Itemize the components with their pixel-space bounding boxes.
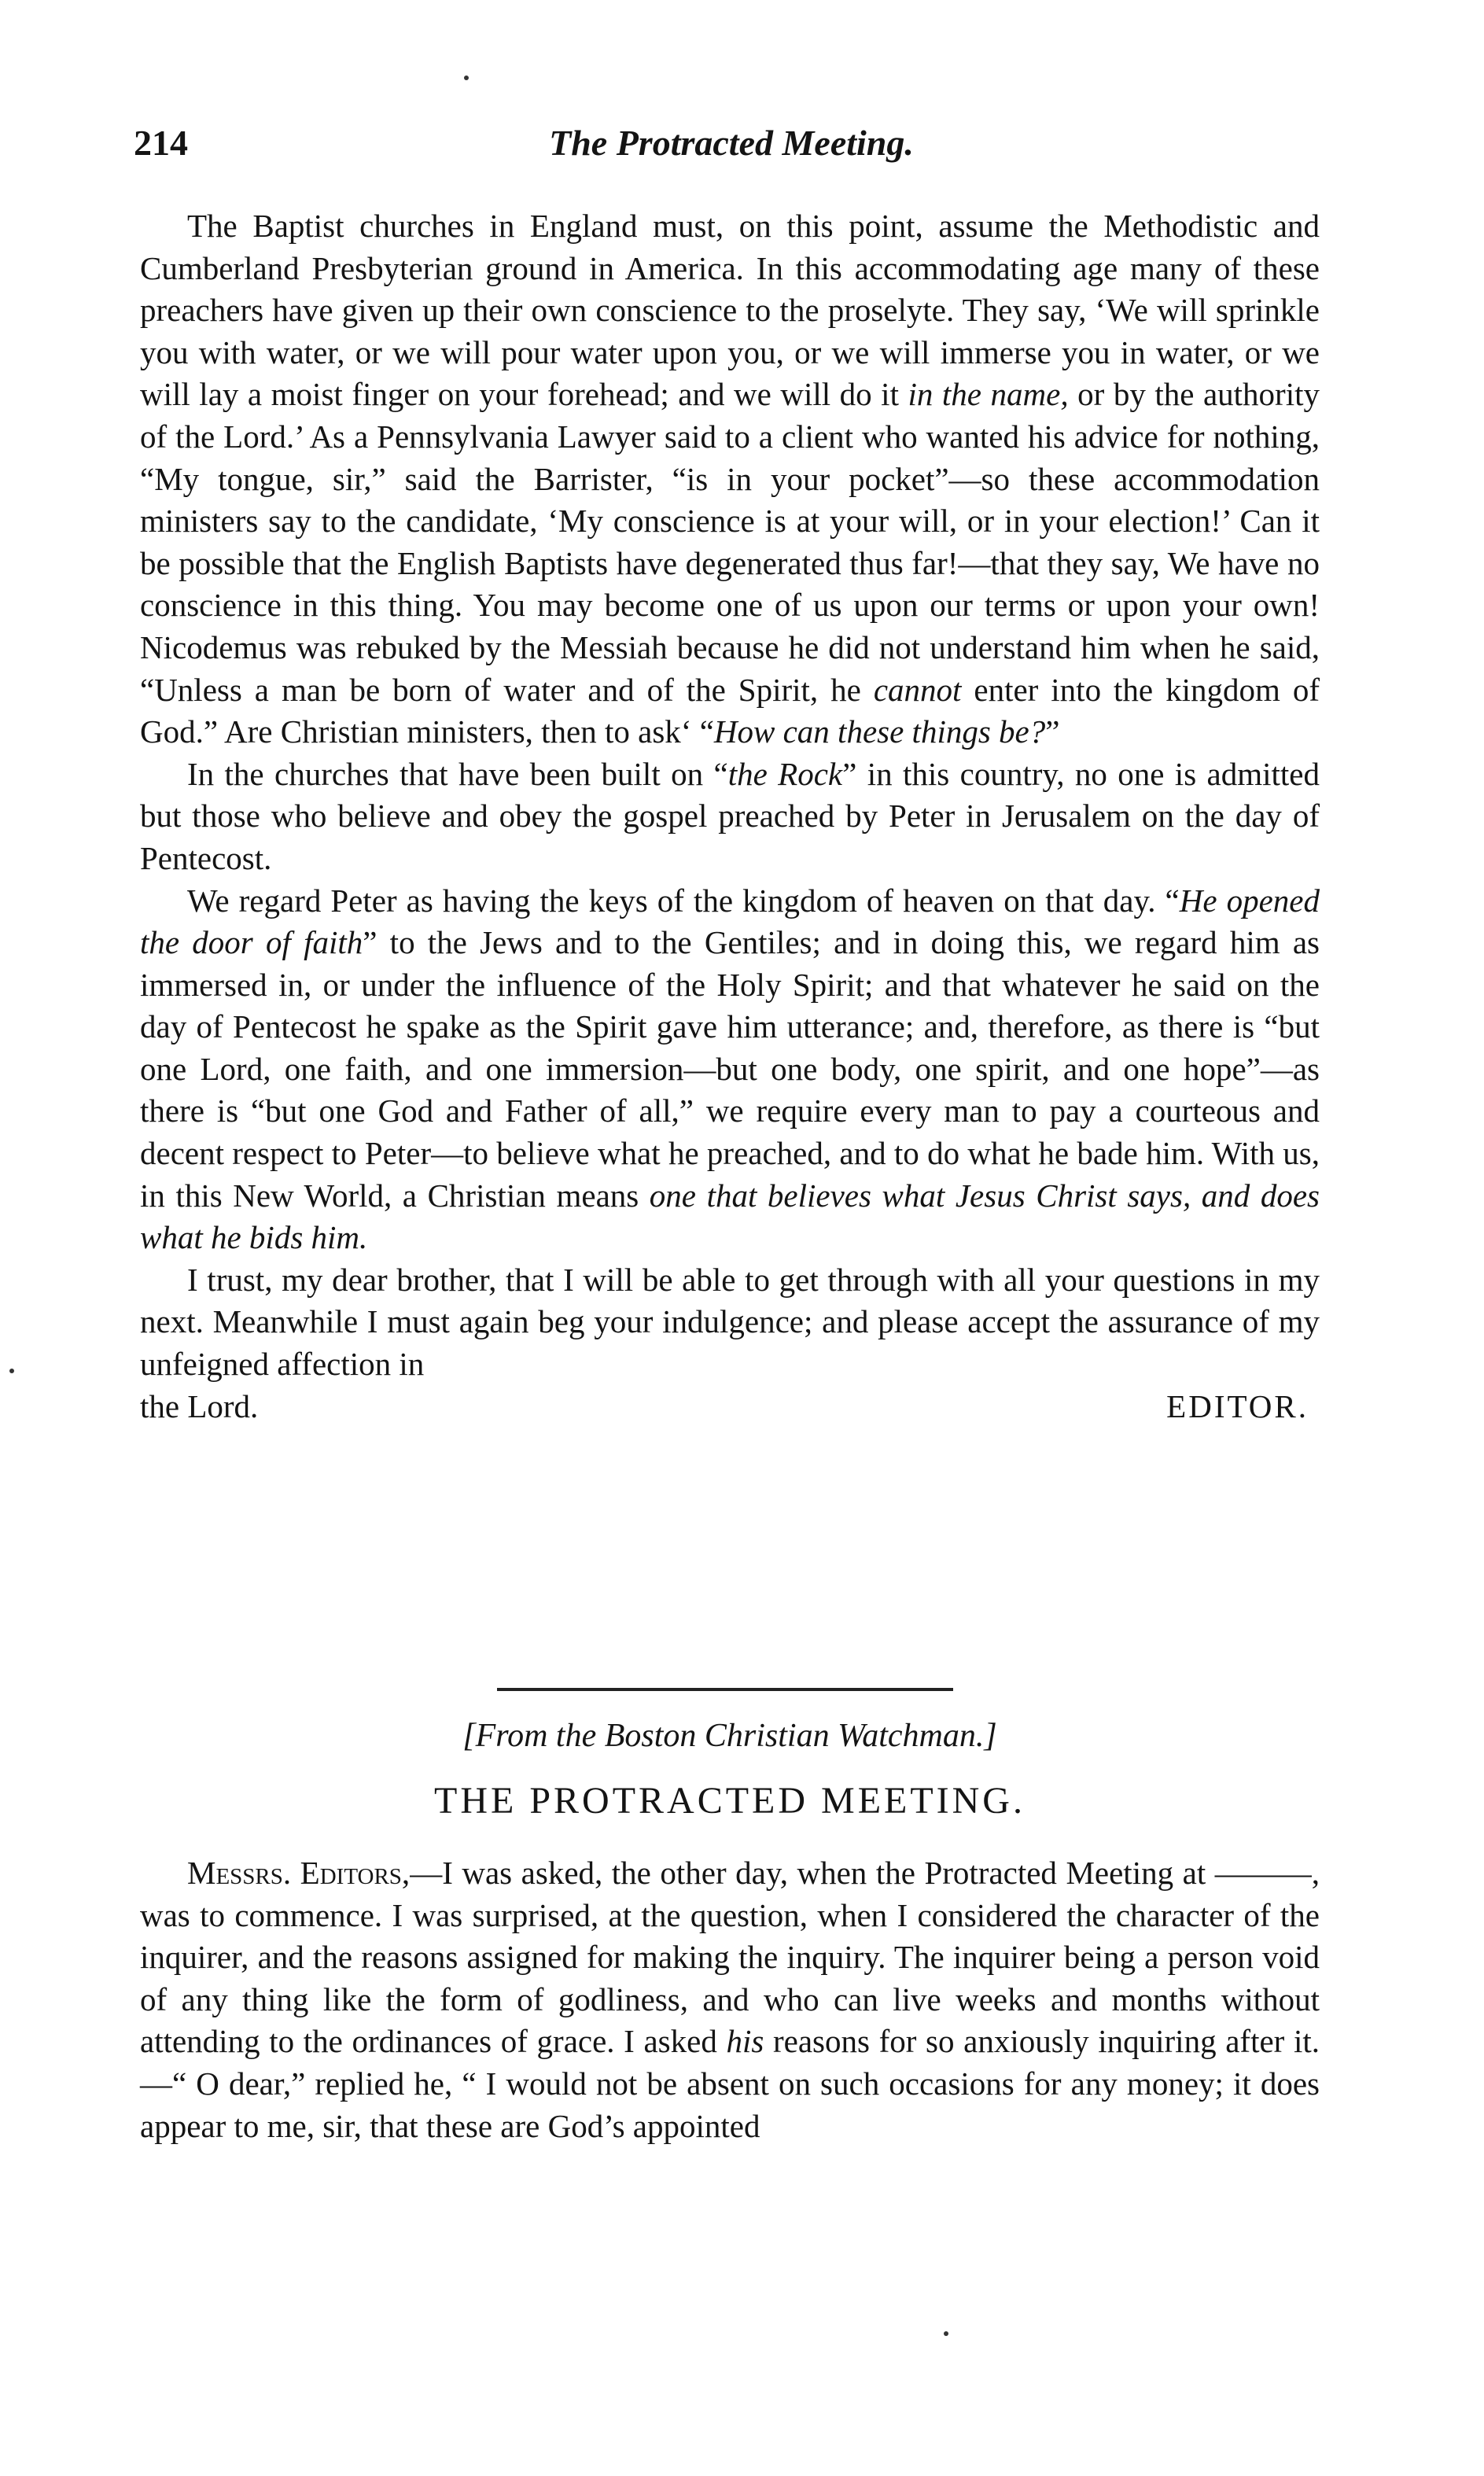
text-run: I trust, my dear brother, that I will be able to get through with all your questions in my next. Meanwhile I must again beg your indulgence; and please accept the assurance of my unfeigned affection in xyxy=(140,1261,1320,1383)
text-run: In the churches that have been built on “ xyxy=(187,755,728,792)
page-header xyxy=(134,122,1329,177)
running-title: The Protracted Meeting. xyxy=(549,123,914,163)
italic-text: one that believes what Jesus Christ says, and does what he bids him. xyxy=(140,1177,1320,1256)
paragraph xyxy=(140,880,1320,1259)
italic-text: the Rock xyxy=(727,755,843,792)
print-speck xyxy=(464,76,469,80)
paragraph xyxy=(140,753,1320,880)
letter-paragraphs xyxy=(140,205,1320,1386)
italic-text: How can these things be? xyxy=(713,713,1046,750)
article-paragraphs xyxy=(140,1852,1320,2147)
text-run: enter into the kingdom of God.” Are Christian ministers, then to ask‘ “ xyxy=(140,671,1320,750)
print-speck xyxy=(9,1369,14,1373)
letter-body xyxy=(140,205,1320,1430)
italic-text: cannot xyxy=(873,671,962,708)
italic-text: in the name, xyxy=(908,376,1069,413)
article-title: THE PROTRACTED MEETING. xyxy=(434,1780,1026,1822)
print-speck xyxy=(944,2331,948,2336)
text-run: reasons for so anxiously inquiring after it.—“ O dear,” replied he, “ I would not be absent on such occasions for any money; it does appear to me, sir, that these are God’s appointed xyxy=(140,2023,1320,2144)
closing-text: the Lord. xyxy=(140,1387,259,1424)
italic-text: He opened the door of faith xyxy=(140,882,1320,961)
text-run: ” in this country, no one is admitted but those who believe and obey the gospel preached by Peter in Jerusalem on the day of Pentecost. xyxy=(140,755,1320,876)
paragraph xyxy=(140,1259,1320,1386)
text-run: We regard Peter as having the keys of the kingdom of heaven on that day. “ xyxy=(187,882,1180,919)
section-divider xyxy=(497,1688,953,1691)
italic-text: his xyxy=(726,2023,764,2060)
editor-signature: EDITOR. xyxy=(1166,1387,1309,1424)
paragraph xyxy=(140,205,1320,753)
paragraph xyxy=(140,1852,1320,2147)
letter-closing xyxy=(140,1386,1320,1430)
text-run: The Baptist churches in England must, on this point, assume the Methodistic and Cumberland Presbyterian ground in America. In this accommodating age many of these preachers have given up their own conscience to the proselyte. They say, ‘We will sprinkle you with water, or we will pour water upon you, or we will immerse you in water, or we will lay a moist finger on your forehead; and we will do it xyxy=(140,208,1320,413)
article-body xyxy=(140,1852,1320,2147)
page-number: 214 xyxy=(134,123,188,163)
text-run: ” xyxy=(1045,713,1060,750)
text-run: —I was asked, the other day, when the Protracted Meeting at ———, was to commence. I was surprised, at the question, when I considered the character of the inquirer, and the reasons assigned for making the inquiry. The inquirer being a person void of any thing like the form of godliness, and who can live weeks and months without attending to the ordinances of grace. I asked xyxy=(140,1855,1320,2060)
text-run: ” to the Jews and to the Gentiles; and in doing this, we regard him as immersed in, or under the influence of the Holy Spirit; and that whatever he said on the day of Pentecost he spake as the Spirit gave him utterance; and, therefore, as there is “but one Lord, one faith, and one immersion—but one body, one spirit, and one hope”—as there is “but one God and Father of all,” we require every man to pay a courteous and decent respect to Peter—to believe what he preached, and to do what he bade him. With us, in this New World, a Christian means xyxy=(140,924,1320,1214)
source-attribution: [From the Boston Christian Watchman.] xyxy=(462,1718,997,1754)
salutation: Messrs. Editors, xyxy=(187,1855,411,1891)
text-run: or by the authority of the Lord.’ As a Pennsylvania Lawyer said to a client who wanted his advice for nothing, “My tongue, sir,” said the Barrister, “is in your pocket”—so these accommodation ministers say to the candidate, ‘My conscience is at your will, or in your election!’ Can it be possible that the English Baptists have degenerated thus far!—that they say, We have no conscience in this thing. You may become one of us upon our terms or upon your own! Nicodemus was rebuked by the Messiah because he did not understand him when he said, “Unless a man be born of water and of the Spirit, he xyxy=(140,376,1320,708)
